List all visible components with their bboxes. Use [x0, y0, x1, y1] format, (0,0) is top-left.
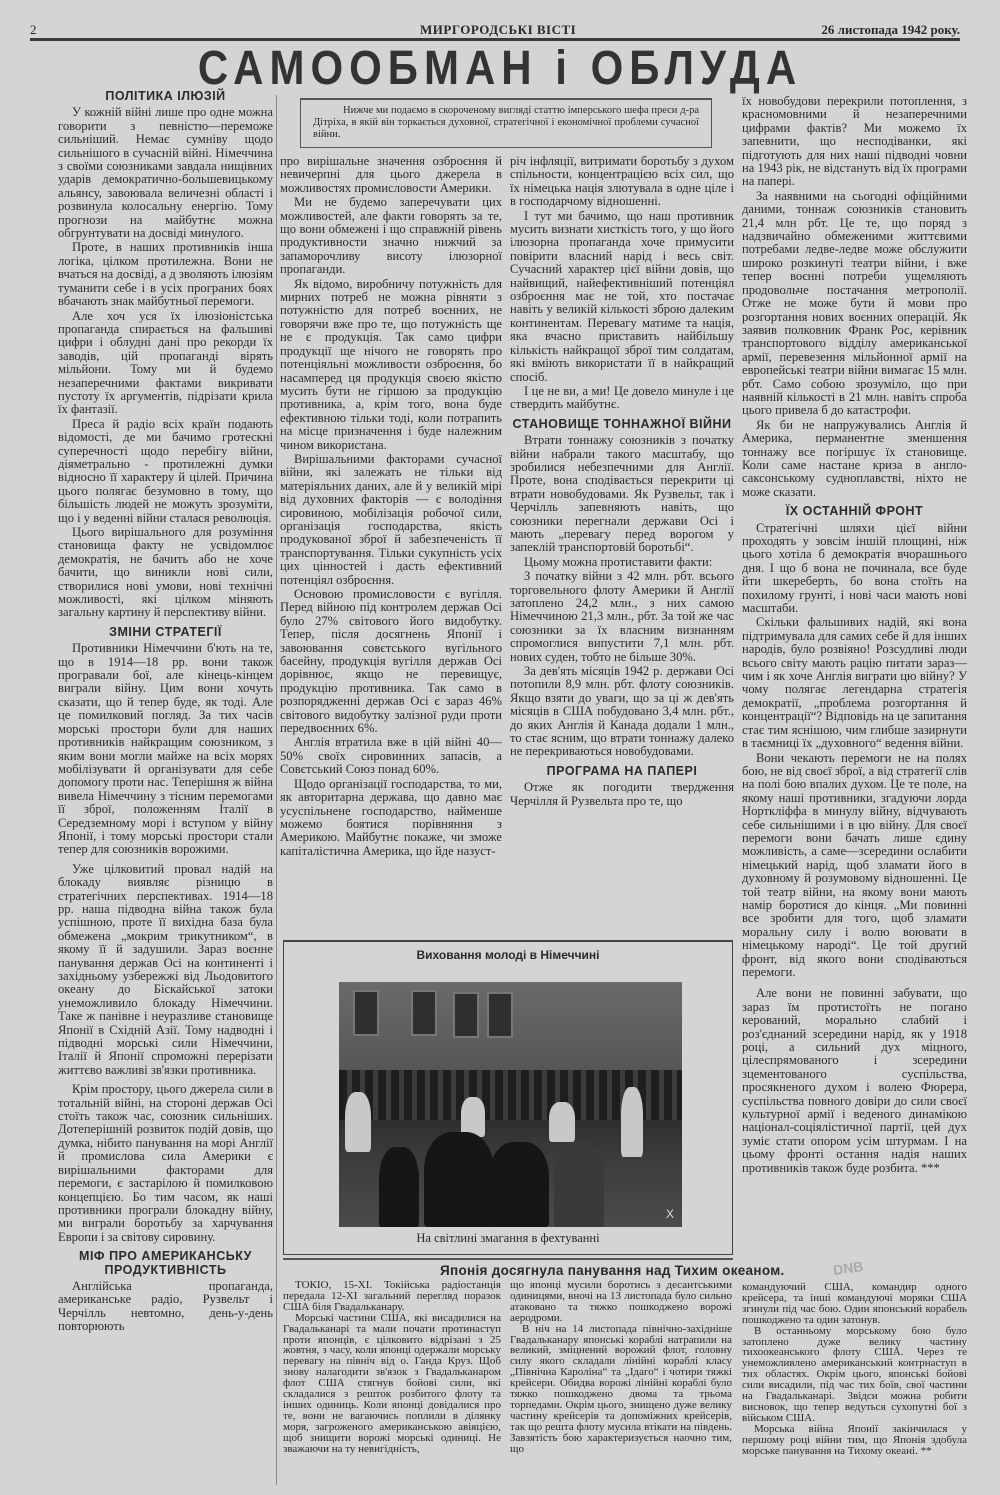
paragraph: Англійська пропаганда, американське радіо, Рузвельт і Черчілль невтомно, день-у-день повторюють: [58, 1278, 273, 1334]
section-heading: ЇХ ОСТАННІЙ ФРОНТ: [785, 504, 924, 519]
fencer: [345, 1092, 371, 1152]
paragraph: Скільки фальшивих надій, які вона підтримувала для самих себе й для інших народів, було розвіяно! Розсудливі люди всього світу мають рацію питати зараз—чим і як хоче Англія виграти цю війну? У чому полягає легендарна стратегія демократії, „проблема розгортання й концентрації“? Відповідь на це запитання стає тим яснішою, чим глибше зазирнути в таємниці їх „духовного“ ведення війни.: [742, 615, 967, 751]
paragraph: що японці мусили боротись з десантськими одиницями, вночі на 13 листопада було сильно атаковано та тяжко пошкоджено ворожі аеродроми.: [510, 1279, 732, 1324]
intro-box: [300, 98, 712, 148]
paragraph: Англія втратила вже в цій війні 40—50% своїх сировинних запасів, а Совєтський Союз понад 60%.: [280, 735, 502, 777]
news-column-3: [742, 1282, 967, 1457]
paragraph: Як би не напружувались Англія й Америка, перманентне зменшення тоннажу все погіршує їх становище. Коли саме настане криза в англо-саксонському судноплавстві, ніхто не може сказати.: [742, 417, 967, 499]
paragraph: Противники Німеччини б'ють на те, що в 1914—18 рр. вони також програвали бої, але кінець-кінцем виграли війну. Цим вони хочуть сказати, що й тепер буде, як тоді. Але це помилковий погляд. За тих часів морські простори були для наших противників найкращим союзником, з яким вони могли майже на всіх морях мобілізувати й організувати для себе допомогу проти нас. Теперішня ж війна вивела Німеччину з тісним перемогами її зброї, положенням Італії в Середземному морі і вступом у війну Японії, і тому морські простори стали тепер для союзників ворожими.: [58, 641, 273, 857]
spectator: [379, 1147, 419, 1227]
window: [487, 992, 513, 1038]
issue-date: 26 листопада 1942 року.: [821, 22, 960, 37]
paragraph: В ніч на 14 листопада північно-західніше Гвадальканару японські кораблі натрапили на великий, зміцнений ворожий флот, головну силу якого складали лінійні кораблі класу „Північна Кароліна“ та „Ідаго“ і чотири тяжкі крейсери. Обидва ворожі лінійні кораблі було тяжко пошкоджено двома та трьома торпедами. Окрім цього, знищено дуже велику частину крейсерів та допоміжних крейсерів, так що решта флоту мусила втікати на південь. Завзятість бою характеризується наочно тим, що: [510, 1322, 732, 1455]
fencer: [461, 1097, 485, 1137]
photo-title: Виховання молоді в Німеччині: [416, 948, 600, 962]
section-heading: ЗМІНИ СТРАТЕГІЇ: [109, 624, 222, 639]
paragraph: У кожній війні лише про одне можна говорити з певністю—переможе сильніший. Немає сумніву щодо сильнішого в сучасній війні. Німеччина з своїми союзниками завдала нищівних ударів демократично-большевицькому альянсу, завоювала величезні області і розвинула колосальну енергію. Тому прогнози на майбутнє можна обгрунтувати на досвіді минулого.: [58, 105, 273, 241]
window: [453, 992, 479, 1038]
paragraph: В останньому морському бою було затоплено дуже велику частину тихоокеанського флоту США. Через те унеможливлено американський контрнаступ в тих областях. Окрім цього, японські бойові сили висадили, під час тих боїв, свої частини на Гвадальканарі. Звідси можна робити висновок, що тепер ведуться сухопутні бої з військом США.: [742, 1324, 967, 1424]
photo-box: [283, 940, 733, 1255]
photo-mark: X: [665, 1207, 674, 1221]
paragraph: І це не ви, а ми! Це довело минуле і це ствердить майбутнє.: [510, 383, 734, 412]
paragraph: Уже цілковитий провал надій на блокаду виявляє різницю в стратегічних перспективах. 1914—18 рр. наша підводна війна також була успішною, проте її вихідна база була обмежена „мокрим трикутником“, в якому її й задушили. Зараз воєнне панування держав Осі на континенті і західньому узбережжі від Льодовитого океану до Біскайської затоки унеможливило блокаду Німеччини. Таке ж панівне і неуразливе становище Японії в Східній Азії. Тому надводні і підводні морські сили Німеччини, Італії й Японії спроможні перерізати життєво важливі зв'язки противника.: [58, 861, 273, 1077]
spectator: [424, 1132, 494, 1227]
page-headline: САМООБМАН і ОБЛУДА: [197, 40, 803, 95]
article-column-4: [742, 95, 967, 1176]
paragraph: Втрати тоннажу союзників з початку війни набрали такого масштабу, що зробилися небезпечними для Англії. Проте, вона сподівається перекрити ці втрати новобудовами. Як Рузвельт, так і Черчілль запевняють навіть, що союзники перегнали держави Осі і мають „перевагу перед ворогом у запеклій транспортовій боротьбі“.: [510, 433, 734, 555]
paragraph: І тут ми бачимо, що наш противник мусить визнати хисткість того, у що його ілюзорна пропаганда хоче примусити повірити власний нарід і весь світ. Сучасний характер цієї війни довів, що найвищий, найефективніший потенціял озброєння має не той, хто постачає навіть у великій кількості зброю далеким континентам. Перевагу матиме та нація, яка вчасно приставить найбільшу кількість найкращої зброї тим солдатам, які вміють використати її в найкращий спосіб.: [510, 208, 734, 384]
section-heading: ПРОГРАМА НА ПАПЕРІ: [546, 763, 698, 778]
dnb-stamp: DNB: [832, 1257, 865, 1279]
paragraph: Отже як погодити твердження Черчілля й Рузвельта про те, що: [510, 780, 734, 808]
paragraph: Преса й радіо всіх країн подають відомості, де ми бачимо гротескні суперечності щодо перебігу війни, діяметрально - протилежні думки відносно її характеру й цілей. Причина цього полягає безумовно в тому, що більшість людей не можуть зрозуміти, що і у веденні війни сталася революція.: [58, 416, 273, 525]
paragraph: Вирішальними факторами сучасної війни, які залежать не тільки від матеріяльних даних, але й у великій мірі від духовних факторів — є володіння сировиною, мобілізація робочої сили, організація господарства, якість продукованої зброї й забезпеченість її транспортування. Тільки сукупність усіх цих цінностей і дасть ефективний потенціял озброєння.: [280, 451, 502, 587]
news-column-2: [510, 1280, 732, 1455]
news-headline: Японія досягнула панування над Тихим океаном.: [440, 1263, 785, 1278]
paragraph: Проте, в наших противників інша логіка, цілком протилежна. Вони не вчаться на досвіді, а д зволяють ілюзіям туманити себе і в усіх програних боях вбачають знак майбутньої перемоги.: [58, 240, 273, 309]
window: [353, 990, 379, 1036]
fencing-photo: [339, 982, 682, 1227]
page-number: 2: [30, 22, 37, 37]
paragraph: З початку війни з 42 млн. рбт. всього торговельного флоту Америки й Англії затоплено 24,2 млн., з них самою Німеччиною 21,3 млн., рбт. За той же час союзники за їх власним визнанням спромоглися випустити 7,1 млн. рбт. нових суден, тобто не більше 30%.: [510, 569, 734, 664]
paragraph: Щодо організації господарства, то ми, як авторитарна держава, що давно має усуспільнене господарство, найменше можемо боятися порівняння з Америкою. Майбутнє покаже, чи зможе капіталістична Америка, що йде назуст-: [280, 776, 502, 858]
news-column-1: [283, 1280, 501, 1455]
paragraph: командуючий США, командир одного крейсера, та інші командуючі моряки США згинули під час бою. Один японський корабель пошкоджено та один затонув.: [742, 1281, 967, 1326]
column-divider: [276, 95, 277, 1485]
paragraph: Основою промисловости є вугілля. Перед війною під контролем держав Осі було 27% світового його видобутку. Тепер, після досягнень Японії і завоювання совєтського вугільного басейну, продукція вугілля держав Осі дорівнює, якщо не перевищує, продукцію противника. Так само в розпорядженні держав Осі є зараз 46% світового видобутку залізної руди проти передвоєнних 6%.: [280, 587, 502, 736]
newspaper-name: МИРГОРОДСЬКІ ВІСТІ: [420, 22, 577, 37]
spectator: [489, 1142, 549, 1227]
paragraph: Цього вирішального для розуміння становища факту не усвідомлює демократія, не бачить або не хоче бачити, що виникли нові сили, створилися нові умови, нові технічні можливості, які цілком міняють загальну картину й перспективу війни.: [58, 525, 273, 620]
section-heading: ПОЛІТИКА ІЛЮЗІЙ: [105, 89, 226, 103]
paragraph: Морські частини США, які висадилися на Гвадальканарі та мали почати протинаступ проти японців, є цілковито відрізані з 25 жовтня, з часу, коли японці одержали морську перевагу на північ від о. Ганда Круз. Щоб знову налагодити зв'язок з Гвадальканаром флот США стягнув бойові сили, які складалися з решток розбитого флоту та інших одиниць. Коли японці довідалися про те, вони не вагаючись поплили в ділянку моря, загроженого американською авіяцією, щоб знищити ворожі морські одиниці. Не зважаючи на ту невигідність,: [283, 1311, 501, 1455]
intro-text: Нижче ми подаємо в скороченому вигляді статтю імперського шефа преси д-ра Дітріха, в якій він торкається духовної, стратегічної і економічної проблеми сучасної війни.: [313, 105, 699, 140]
paragraph: Стратегічні шляхи цієї війни проходять у зовсім іншій площині, ніж цього хотіла б демократія вчорашнього дня. І що б вона не починала, все буде йти шкереберть, бо вона стоїть на похилому грунті, і нові часи мають нові масштаби.: [742, 520, 967, 616]
paragraph: Цьому можна протиставити факти:: [524, 554, 713, 569]
window: [411, 990, 437, 1036]
paragraph: За дев'ять місяців 1942 р. держави Осі потопили 8,9 млн. рбт. флоту союзників. Якщо взяти до уваги, що за ці ж дев'ять місяців в США побудовано 3,4 млн. рбт., до яких Англія й Канада додали 1 млн., то стає ясним, що втрати тоннажу далеко не перекриваються новобудовами.: [510, 664, 734, 759]
section-heading: МІФ ПРО АМЕРИКАНСЬКУ ПРОДУКТИВНІСТЬ: [79, 1249, 252, 1277]
paragraph: Крім простору, цього джерела сили в тотальній війні, на стороні держав Осі стоїть також час, союзник сильніших. Дотеперішній розвиток подій довів, що думка, нібито панування на морі Англії й промислова сила Америки є вирішальними факторами для перемоги, є застарілою й помилковою концепцією. Бо тим часом, як наші противники програли блокадну війну, ми виграли боротьбу за харчування Европи і за світову сировину.: [58, 1082, 273, 1244]
news-rule: [283, 1258, 733, 1260]
photo-caption: На світлині змагання в фехтуванні: [416, 1231, 600, 1245]
fencer: [549, 1102, 575, 1142]
paragraph: про вирішальне значення озброєння й невичерпні для цього джерела в можливостях промисловости Америки.: [280, 154, 502, 195]
article-column-1: [58, 90, 273, 1335]
spectator: [554, 1142, 604, 1227]
paragraph: ТОКІО, 15-XI. Токійська радіостанція передала 12-XI загальний перегляд поразок США біля Гвадальканару.: [283, 1279, 501, 1313]
paragraph: Але хоч уся їх ілюзіоністська пропаганда спирається на фальшиві цифри і облудні дані про рекорди їх заводів, цій пропаганді вірять мільйони. Тому ми й будемо незаперечними фактами викривати пустоту їх аргументів, підрізати крила їх фантазії.: [58, 308, 273, 417]
paragraph: річ інфляції, витримати боротьбу з духом спільности, концентрацією всіх сил, що їх німецька нація злютувала в одне ціле і в господарчому відношенні.: [510, 154, 734, 209]
article-column-2: [280, 155, 502, 859]
section-heading: СТАНОВИЩЕ ТОННАЖНОЇ ВІЙНИ: [512, 416, 732, 431]
article-column-3: [510, 155, 734, 809]
paragraph: Ми не будемо заперечувати цих можливостей, але факти говорять за те, що вони обмежені і що справжній рівень продуктивности значно нижчий за запаморочливу висоту ілюзорної пропаганди.: [280, 195, 502, 277]
paragraph: Вони чекають перемоги не на полях бою, не від своєї зброї, а від стратегії слів на полі бою впалих духом. Це те поле, на якому наші противники, згадуючи лорда Норткліффа в минулу війну, відчувають себе сильнішими і в цю війну. Для своєї перемоги вони бачать лише єдину можливість, а саме—зсередини ослабити німецький нарід, щоб зламати його в духовному й розумовому відношенні. Це той театр війни, на якому вони мають намір боротися до кінця. „Ми повинні все зробити для того, щоб зламати моральну силу і волю воювати в німецькому народі“. Це той другий фронт, від якого вони сподіваються перемоги.: [742, 750, 967, 979]
paragraph: За наявними на сьогодні офіційними даними, тоннаж союзників становить 21,4 млн рбт. Це те, що поряд з надзвичайно обмеженими життєвими потребами ледве-ледве може обслужити широко розкинуті театри війни, і вже тепер воєнні потреби ущемляють продовольче постачання метрополії. Отже не може бути й мови про розгортання нових воєнних операцій. Як заявив полковник Франк Рос, керівник транспортового відділу американської армії, перевезення мільйонної армії на европейські театри війни вимагає 15 млн. рбт. Само собою зрозуміло, що при наявній кількості в 21 млн. навіть спроба цього привела б до катастрофи.: [742, 188, 967, 418]
paragraph: Але вони не повинні забувати, що зараз їм протистоїть не погано керований, морально слабий і роз'єднаний зсередини нарід, як у 1918 році, а сильний дух міцного, цілеспрямованого і зсередини зцементованого суспільства, просякненого духом і волею Фюрера, суспільства повного довіри до сили своєї культурної армії і веденого динамікою націонал-соціялістичної партії, цей дух зуміє стати опором усім штурмам. І на цьому фронті остання надія наших противників також буде розбита. ***: [742, 986, 967, 1175]
paragraph: Як відомо, виробничу потужність для мирних потреб не можна рівняти з потужністю для потреб воєнних, не говорячи вже про те, що потужність ще не є продукція. Так само цифри продукції ще нічого не говорять про потенціяльні можливости озброєння, бо насамперед ця продукція своєю якістю мусить бути не гіршою за продукцію противника, а, крім того, вона буде ефективною тільки тоді, коли потрапить на місце призначення і буде належним чином використана.: [280, 276, 502, 452]
fencer: [621, 1087, 643, 1157]
paragraph: Морська війна Японії закінчилася у першому році війни тим, що Японія здобула морське панування на Тихому океані. **: [742, 1422, 967, 1457]
paragraph: їх новобудови перекрили потоплення, з красномовними й незаперечними цифрами фактів? Ми можемо їх запевнити, що несподіванки, які підготують для них наші підводні човни на 1943 рік, не відстануть від їх програми на папері.: [742, 94, 967, 189]
